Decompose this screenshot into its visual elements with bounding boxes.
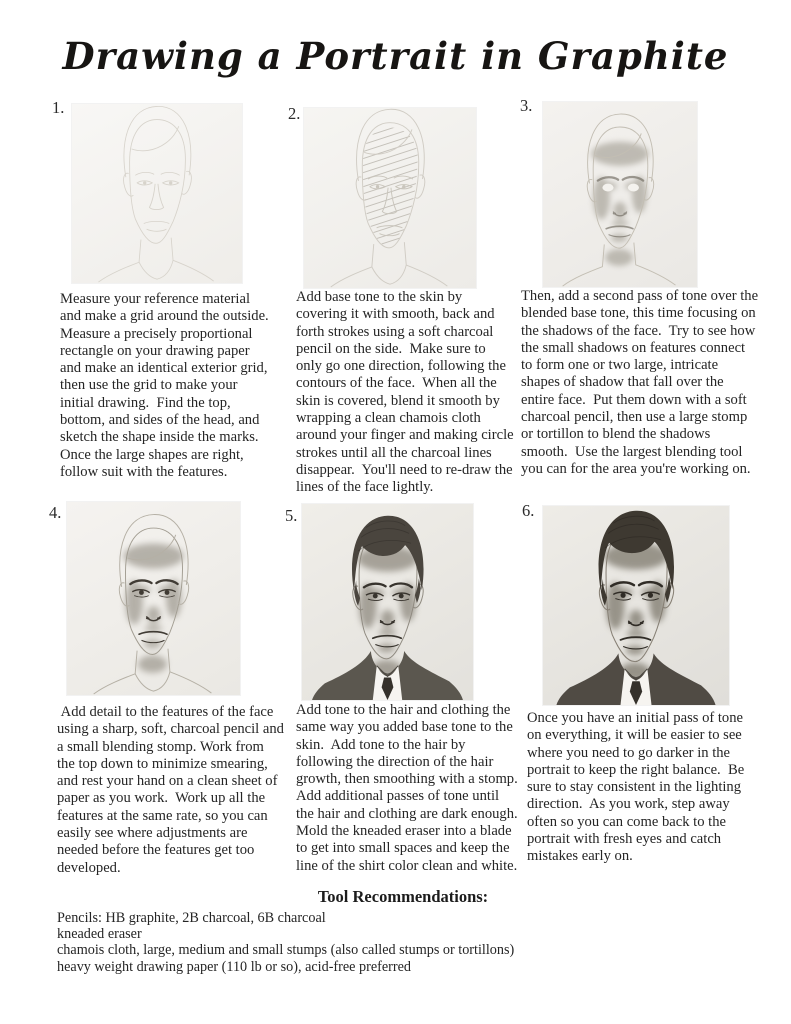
step-2-number: 2.: [288, 104, 301, 123]
step-6-text: Once you have an initial pass of tone on everything, it will be easier to see where you need to go darker in the portrait to keep the right balance. Be sure to stay consistent in the lighting direction. As you work, step away often so you can come back to the portrait with fresh eyes and catch mistakes early on.: [527, 710, 748, 865]
tool-recommendations-heading: Tool Recommendations:: [317, 887, 489, 906]
step-3-text: Then, add a second pass of tone over the blended base tone, this time focusing on the shadows of the face. Try to see how the small shadows on features connect to form one or two large, intricate shapes of shadow that fall over the entire face. Put them down with a soft charcoal pencil, then use a large stomp or tortillon to blend the shadows smooth. Use the largest blending tool you can for the area you're working on.: [521, 288, 762, 477]
step-1-image-outline-sketch: [72, 104, 242, 283]
step-3-image-blended-shadows: [543, 102, 697, 287]
tool-item-chamois-stumps: chamois cloth, large, medium and small stumps (also called stumps or tortillons): [57, 942, 515, 959]
step-5-text: Add tone to the hair and clothing the same way you added base tone to the skin. Add tone to the hair by following the direction of the hair growth, then smoothing with a stomp. Add additional passes of tone until the hair and clothing are dark enough. Mold the kneaded eraser into a blade to get into small spaces and keep the line of the shirt color clean and white.: [296, 702, 525, 874]
step-3-number: 3.: [520, 96, 533, 115]
tool-recommendations-list: [57, 910, 717, 975]
step-2-image-base-tone-hatching: [304, 108, 476, 288]
step-6-image-finished-portrait: [543, 506, 729, 705]
step-2-text: Add base tone to the skin by covering it with smooth, back and forth strokes using a soft charcoal pencil on the side. Make sure to only go one direction, following the contours of the face. When all the skin is covered, blend it smooth by wrapping a clean chamois cloth around your finger and making circle strokes until all the charcoal lines disappear. You'll need to re-draw the lines of the face lightly.: [296, 289, 518, 496]
tool-item-paper: heavy weight drawing paper (110 lb or so), acid-free preferred: [57, 958, 412, 975]
step-6-number: 6.: [522, 501, 535, 520]
step-4-text: Add detail to the features of the face using a sharp, soft, charcoal pencil and a small blending stomp. Work from the top down to minimize smearing, and rest your hand on a clean sheet of paper as you work. Work up all the features at the same rate, so you can easily see where adjustments are needed before the features get too developed.: [57, 704, 288, 876]
step-4-number: 4.: [49, 503, 62, 522]
step-5-number: 5.: [285, 506, 298, 525]
step-5-image-hair-and-clothing-tone: [302, 504, 473, 700]
step-4-image-detailed-features: [67, 502, 240, 695]
page-title: Drawing a Portrait in Graphite: [62, 34, 729, 78]
tool-item-eraser: kneaded eraser: [57, 926, 142, 943]
step-1-number: 1.: [52, 98, 65, 117]
step-1-text: Measure your reference material and make a grid around the outside. Measure a precisely proportional rectangle on your drawing paper and make an identical exterior grid, then use the grid to make your initial drawing. Find the top, bottom, and sides of the head, and sketch the shape inside the marks. Once the large shapes are right, follow suit with the features.: [60, 291, 277, 480]
tool-item-pencils: Pencils: HB graphite, 2B charcoal, 6B charcoal: [57, 910, 326, 926]
